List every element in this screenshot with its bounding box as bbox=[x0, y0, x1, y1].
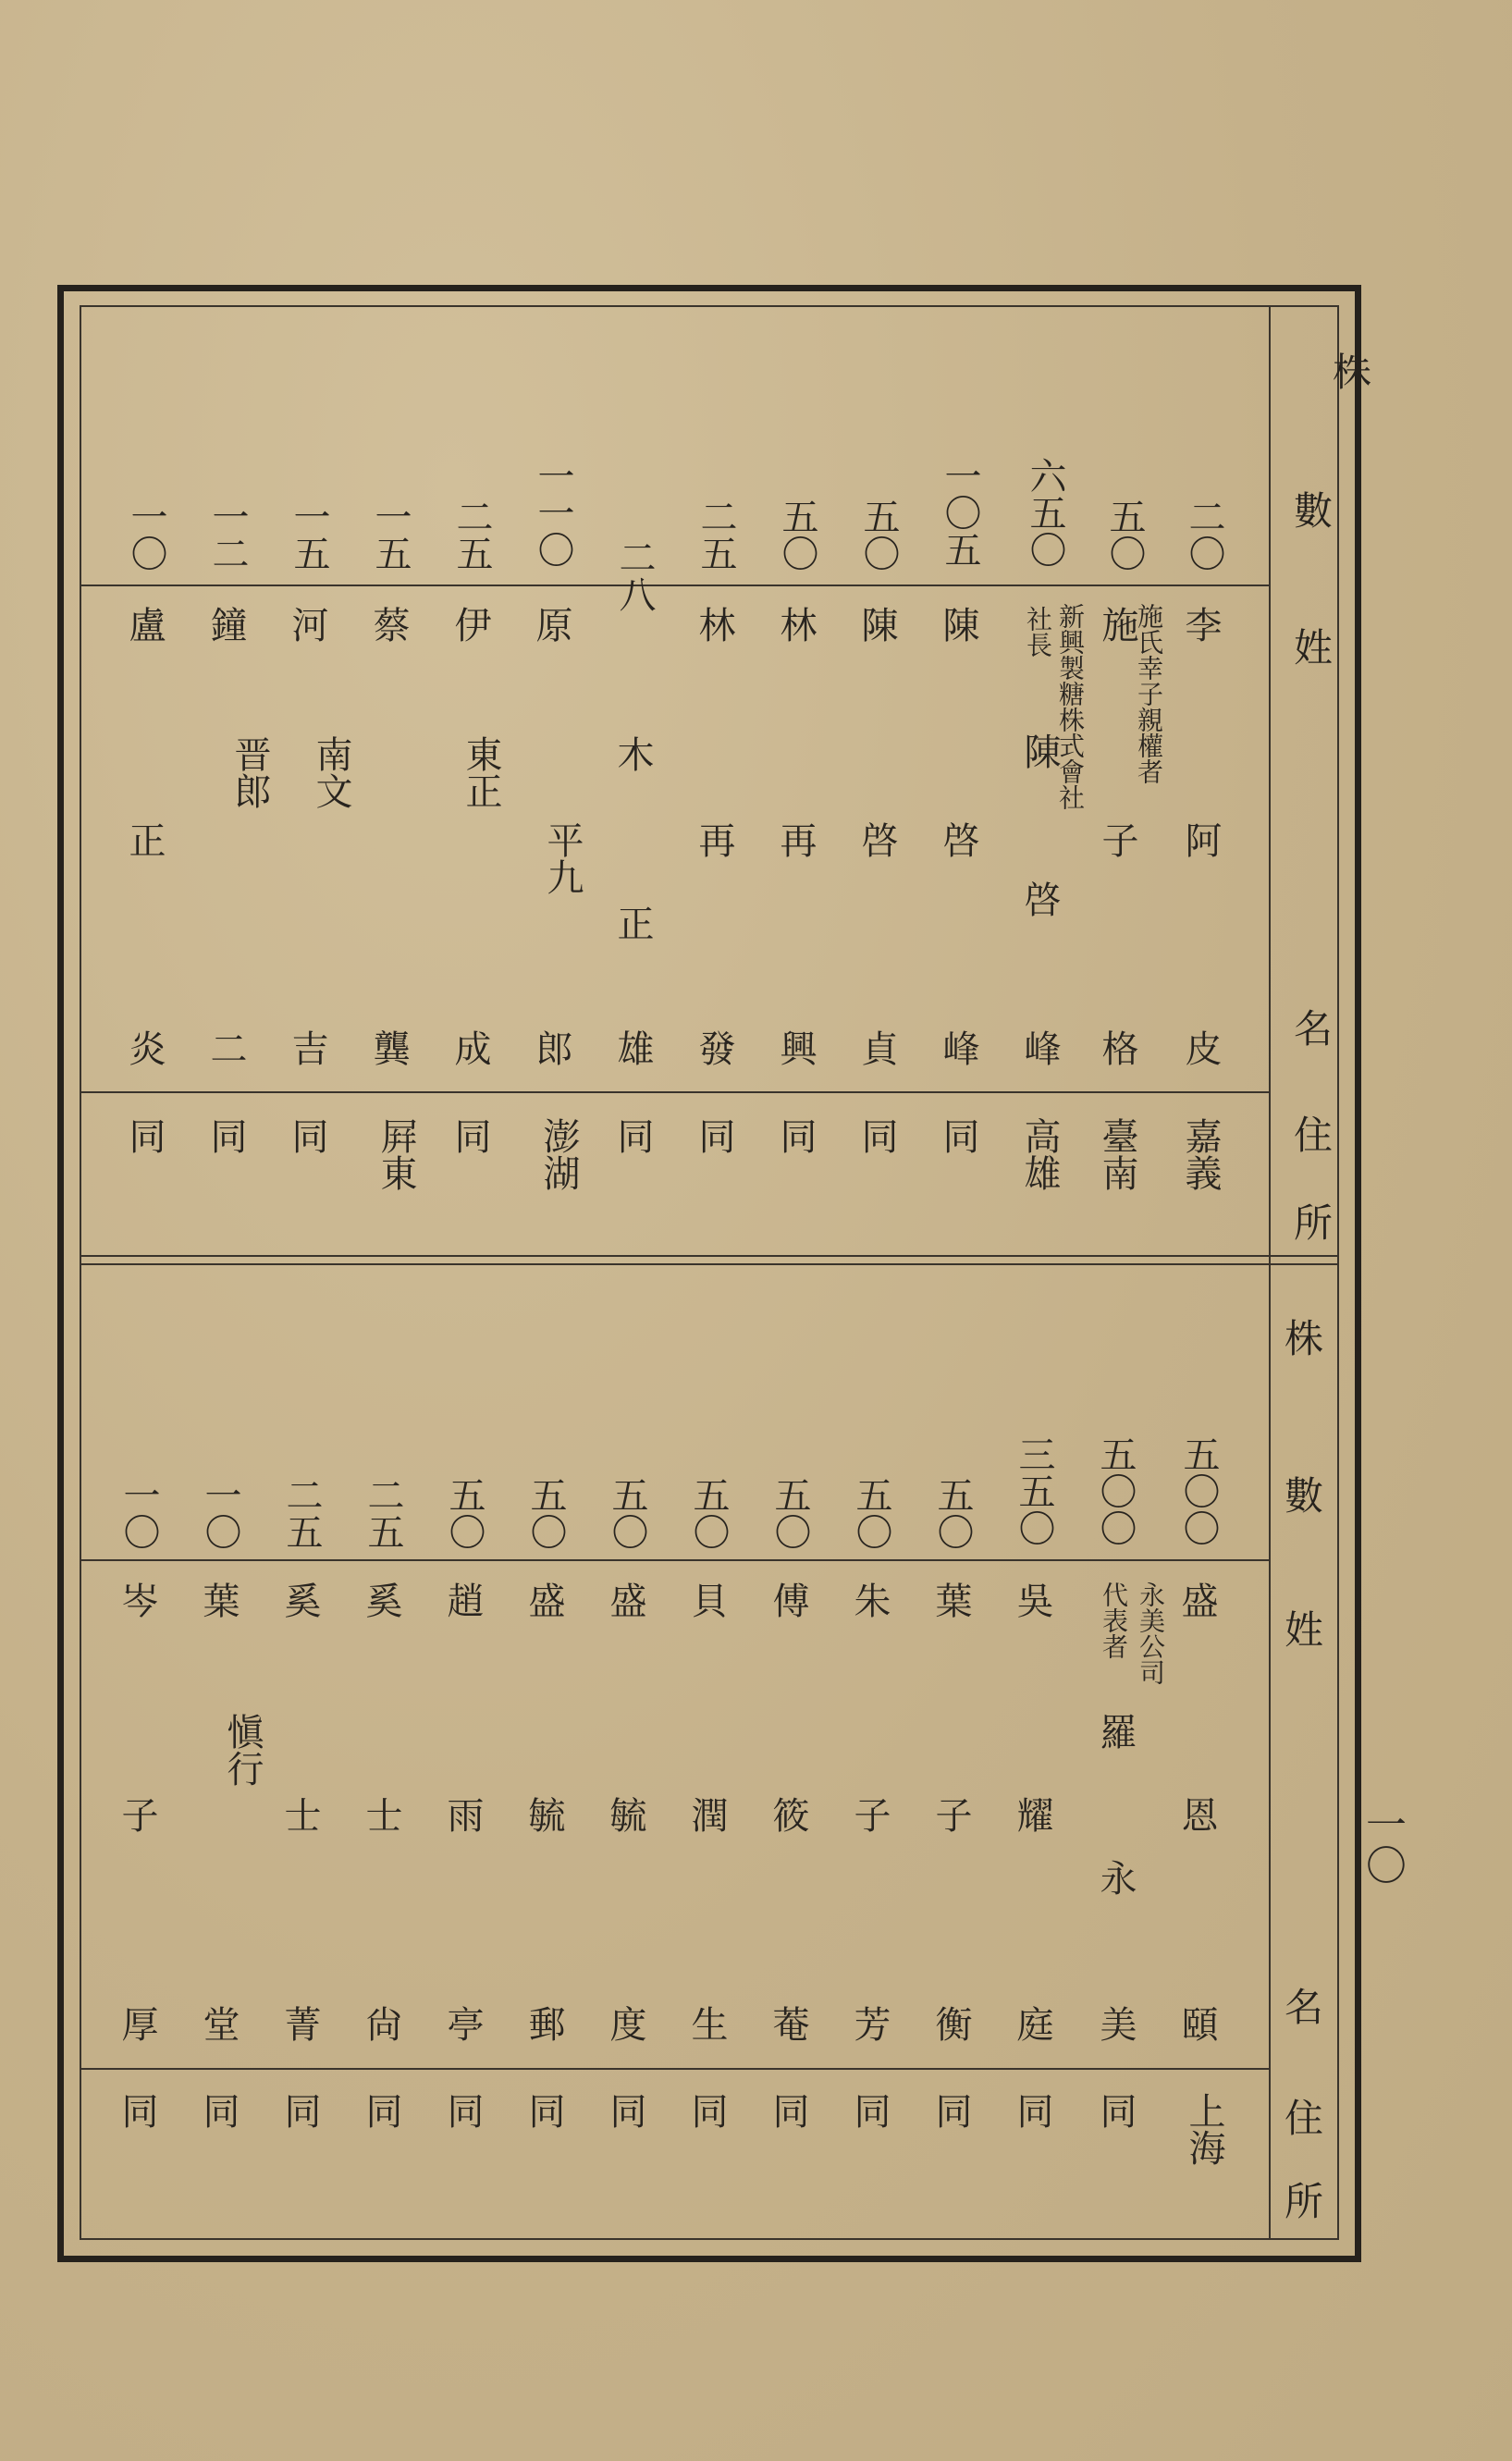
bottom-row-0-surname: 盛 bbox=[1175, 1581, 1218, 1618]
top-name-line bbox=[80, 1091, 1269, 1093]
top-row-8-shares: 一一〇 bbox=[532, 457, 574, 568]
top-row-4-surname: 陳 bbox=[855, 606, 898, 643]
top-row-2-given: 啓 bbox=[1018, 880, 1061, 917]
header-address-b-2: 所 bbox=[1279, 2181, 1324, 2220]
top-row-11-surname: 河 bbox=[286, 606, 328, 643]
top-row-6-given2: 發 bbox=[693, 1029, 735, 1066]
top-row-11-shares: 一五 bbox=[288, 498, 330, 572]
top-row-5-shares: 五〇 bbox=[776, 498, 818, 572]
top-row-13-given: 正 bbox=[123, 821, 166, 858]
top-row-7-given2: 雄 bbox=[611, 1029, 654, 1066]
bottom-row-4-given: 子 bbox=[848, 1796, 891, 1833]
bottom-row-9-given2: 亭 bbox=[441, 2005, 484, 2042]
bottom-row-8-given: 毓 bbox=[522, 1796, 565, 1833]
top-row-13-given2: 炎 bbox=[123, 1029, 166, 1066]
top-row-0-given: 阿 bbox=[1179, 821, 1222, 858]
header-name: 姓 bbox=[1288, 627, 1334, 666]
bottom-row-10-surname: 奚 bbox=[360, 1581, 402, 1618]
bottom-row-0-given: 恩 bbox=[1175, 1796, 1218, 1833]
top-row-4-given: 啓 bbox=[855, 821, 898, 858]
top-row-0-given2: 皮 bbox=[1179, 1029, 1222, 1066]
bottom-row-5-address: 同 bbox=[767, 2092, 809, 2129]
bottom-row-8-given2: 郵 bbox=[522, 2005, 565, 2042]
top-row-7-address: 同 bbox=[611, 1117, 654, 1154]
bottom-row-12-given2: 堂 bbox=[197, 2005, 240, 2042]
bottom-row-7-shares: 五〇 bbox=[606, 1476, 648, 1550]
top-row-1-note: 施氏幸子親權者 bbox=[1134, 603, 1164, 784]
bottom-row-1-note2: 代表者 bbox=[1099, 1581, 1129, 1659]
bottom-row-4-surname: 朱 bbox=[848, 1581, 891, 1618]
header-name-b: 姓 bbox=[1279, 1609, 1324, 1648]
bottom-row-6-given2: 生 bbox=[685, 2005, 728, 2042]
bottom-row-0-given2: 頤 bbox=[1175, 2005, 1218, 2042]
bottom-row-13-given: 子 bbox=[116, 1796, 158, 1833]
top-row-5-given2: 興 bbox=[774, 1029, 817, 1066]
header-address-2: 所 bbox=[1288, 1202, 1334, 1241]
top-row-13-shares: 一〇 bbox=[125, 498, 167, 572]
top-row-12-surname: 鐘 bbox=[204, 606, 247, 643]
section-divider bbox=[80, 1255, 1339, 1257]
bottom-row-8-address: 同 bbox=[522, 2092, 565, 2129]
section-divider-2 bbox=[80, 1263, 1339, 1265]
top-row-9-given: 東正 bbox=[460, 735, 502, 809]
top-row-1-shares: 五〇 bbox=[1103, 498, 1146, 572]
top-row-4-given2: 貞 bbox=[855, 1029, 898, 1066]
top-row-9-address: 同 bbox=[449, 1117, 491, 1154]
top-row-10-surname: 蔡 bbox=[367, 606, 410, 643]
top-row-6-given: 再 bbox=[693, 821, 735, 858]
top-row-2-address: 高雄 bbox=[1018, 1117, 1061, 1191]
bottom-row-2-surname: 吳 bbox=[1011, 1581, 1053, 1618]
top-row-3-surname: 陳 bbox=[937, 606, 979, 643]
top-row-9-shares: 二五 bbox=[450, 498, 493, 572]
bottom-row-6-shares: 五〇 bbox=[687, 1476, 730, 1550]
top-row-7-surname: 木 bbox=[611, 735, 654, 772]
top-row-0-shares: 二〇 bbox=[1183, 498, 1225, 572]
bottom-row-1-shares: 五〇〇 bbox=[1094, 1435, 1137, 1546]
bottom-row-11-address: 同 bbox=[278, 2092, 321, 2129]
bottom-row-9-given: 雨 bbox=[441, 1796, 484, 1833]
header-shares-b: 株 bbox=[1279, 1318, 1324, 1357]
bottom-row-7-given: 毓 bbox=[604, 1796, 646, 1833]
bottom-row-11-given: 士 bbox=[278, 1796, 321, 1833]
bottom-row-3-given: 子 bbox=[929, 1796, 972, 1833]
bottom-row-1-given2: 美 bbox=[1094, 2005, 1137, 2042]
top-row-8-surname: 原 bbox=[530, 606, 572, 643]
top-row-5-given: 再 bbox=[774, 821, 817, 858]
header-address: 住 bbox=[1288, 1114, 1334, 1153]
top-row-6-surname: 林 bbox=[693, 606, 735, 643]
top-row-6-shares: 二五 bbox=[695, 498, 737, 572]
top-row-2-note: 新興製糖株式會社 bbox=[1055, 603, 1086, 810]
top-row-7-given: 正 bbox=[611, 904, 654, 941]
bottom-row-5-given2: 菴 bbox=[767, 2005, 809, 2042]
top-row-10-address: 屛東 bbox=[375, 1117, 417, 1191]
bottom-row-8-shares: 五〇 bbox=[524, 1476, 567, 1550]
bottom-row-12-surname: 葉 bbox=[197, 1581, 240, 1618]
header-shares-2: 數 bbox=[1288, 490, 1334, 529]
top-row-3-shares: 一〇五 bbox=[939, 457, 981, 568]
page-number: 一〇 bbox=[1358, 1803, 1406, 1885]
bottom-row-11-shares: 二五 bbox=[280, 1476, 323, 1550]
top-row-0-surname: 李 bbox=[1179, 606, 1222, 643]
header-column-divider bbox=[1269, 305, 1271, 2240]
header-name-b-2: 名 bbox=[1279, 1987, 1324, 2025]
bottom-row-1-note: 永美公司 bbox=[1136, 1581, 1166, 1685]
bottom-row-3-shares: 五〇 bbox=[931, 1476, 974, 1550]
top-row-12-shares: 一二 bbox=[206, 498, 249, 572]
bottom-row-7-address: 同 bbox=[604, 2092, 646, 2129]
top-row-12-given2: 二 bbox=[204, 1029, 247, 1066]
top-row-11-given2: 吉 bbox=[286, 1029, 328, 1066]
top-row-1-address: 臺南 bbox=[1096, 1117, 1138, 1191]
bottom-row-2-given: 耀 bbox=[1011, 1796, 1053, 1833]
bottom-row-8-surname: 盛 bbox=[522, 1581, 565, 1618]
top-row-11-given: 南文 bbox=[310, 735, 352, 809]
top-row-2-note2: 社長 bbox=[1023, 606, 1053, 658]
bottom-row-4-given2: 芳 bbox=[848, 2005, 891, 2042]
bottom-row-2-given2: 庭 bbox=[1011, 2005, 1053, 2042]
bottom-row-13-surname: 岑 bbox=[116, 1581, 158, 1618]
top-row-8-given: 平九 bbox=[541, 821, 584, 895]
top-row-1-surname: 施 bbox=[1096, 606, 1138, 643]
top-row-9-given2: 成 bbox=[449, 1029, 491, 1066]
bottom-row-12-given: 愼行 bbox=[221, 1713, 264, 1787]
bottom-row-7-surname: 盛 bbox=[604, 1581, 646, 1618]
top-row-5-surname: 林 bbox=[774, 606, 817, 643]
bottom-row-6-surname: 貝 bbox=[685, 1581, 728, 1618]
bottom-row-6-given: 潤 bbox=[685, 1796, 728, 1833]
bottom-shares-line bbox=[80, 1559, 1269, 1561]
top-shares-line bbox=[80, 584, 1269, 586]
bottom-row-9-surname: 趙 bbox=[441, 1581, 484, 1618]
top-row-3-address: 同 bbox=[937, 1117, 979, 1154]
bottom-row-10-given: 士 bbox=[360, 1796, 402, 1833]
top-row-2-given2: 峰 bbox=[1018, 1029, 1061, 1066]
bottom-row-9-shares: 五〇 bbox=[443, 1476, 486, 1550]
bottom-row-5-surname: 傅 bbox=[767, 1581, 809, 1618]
bottom-row-5-given: 筱 bbox=[767, 1796, 809, 1833]
bottom-row-4-address: 同 bbox=[848, 2092, 891, 2129]
top-row-1-given2: 格 bbox=[1096, 1029, 1138, 1066]
top-row-6-address: 同 bbox=[693, 1117, 735, 1154]
header-name-2: 名 bbox=[1288, 1008, 1334, 1047]
top-row-8-address: 澎湖 bbox=[537, 1117, 580, 1191]
top-row-10-given2: 龔 bbox=[367, 1029, 410, 1066]
bottom-row-5-shares: 五〇 bbox=[768, 1476, 811, 1550]
header-shares: 株 bbox=[1327, 351, 1372, 390]
top-row-4-address: 同 bbox=[855, 1117, 898, 1154]
bottom-row-13-shares: 一〇 bbox=[117, 1476, 160, 1550]
bottom-row-1-given: 永 bbox=[1094, 1859, 1137, 1896]
top-row-11-address: 同 bbox=[286, 1117, 328, 1154]
top-row-12-given: 晋郎 bbox=[228, 735, 271, 809]
bottom-row-6-address: 同 bbox=[685, 2092, 728, 2129]
inner-frame bbox=[80, 305, 1339, 2240]
bottom-row-12-address: 同 bbox=[197, 2092, 240, 2129]
top-row-5-address: 同 bbox=[774, 1117, 817, 1154]
bottom-row-10-given2: 尙 bbox=[360, 2005, 402, 2042]
bottom-row-13-address: 同 bbox=[116, 2092, 158, 2129]
header-address-b: 住 bbox=[1279, 2098, 1324, 2136]
top-row-9-surname: 伊 bbox=[449, 606, 491, 643]
bottom-row-12-shares: 一〇 bbox=[199, 1476, 241, 1550]
bottom-row-1-surname: 羅 bbox=[1094, 1713, 1137, 1750]
bottom-row-9-address: 同 bbox=[441, 2092, 484, 2129]
bottom-row-11-given2: 菁 bbox=[278, 2005, 321, 2042]
top-row-8-given2: 郎 bbox=[530, 1029, 572, 1066]
top-row-3-given: 啓 bbox=[937, 821, 979, 858]
top-row-1-given: 子 bbox=[1096, 821, 1138, 858]
bottom-row-4-shares: 五〇 bbox=[850, 1476, 892, 1550]
bottom-row-10-shares: 二五 bbox=[362, 1476, 404, 1550]
bottom-row-1-address: 同 bbox=[1094, 2092, 1137, 2129]
top-row-7-shares: 二八 bbox=[613, 538, 656, 612]
bottom-row-3-given2: 衡 bbox=[929, 2005, 972, 2042]
bottom-row-2-address: 同 bbox=[1011, 2092, 1053, 2129]
bottom-row-0-shares: 五〇〇 bbox=[1177, 1435, 1220, 1546]
header-shares-b-2: 數 bbox=[1279, 1475, 1324, 1514]
top-row-2-surname: 陳 bbox=[1018, 732, 1061, 769]
bottom-row-2-shares: 三五〇 bbox=[1013, 1435, 1055, 1546]
top-row-13-address: 同 bbox=[123, 1117, 166, 1154]
bottom-row-10-address: 同 bbox=[360, 2092, 402, 2129]
top-row-3-given2: 峰 bbox=[937, 1029, 979, 1066]
bottom-row-3-surname: 葉 bbox=[929, 1581, 972, 1618]
bottom-row-13-given2: 厚 bbox=[116, 2005, 158, 2042]
bottom-name-line bbox=[80, 2068, 1269, 2070]
bottom-row-0-address: 上海 bbox=[1183, 2092, 1225, 2166]
bottom-row-7-given2: 度 bbox=[604, 2005, 646, 2042]
top-row-0-address: 嘉義 bbox=[1179, 1117, 1222, 1191]
top-row-12-address: 同 bbox=[204, 1117, 247, 1154]
top-row-2-shares: 六五〇 bbox=[1024, 457, 1066, 568]
top-row-13-surname: 盧 bbox=[123, 606, 166, 643]
top-row-10-shares: 一五 bbox=[369, 498, 412, 572]
bottom-row-11-surname: 奚 bbox=[278, 1581, 321, 1618]
bottom-row-3-address: 同 bbox=[929, 2092, 972, 2129]
top-row-4-shares: 五〇 bbox=[857, 498, 900, 572]
